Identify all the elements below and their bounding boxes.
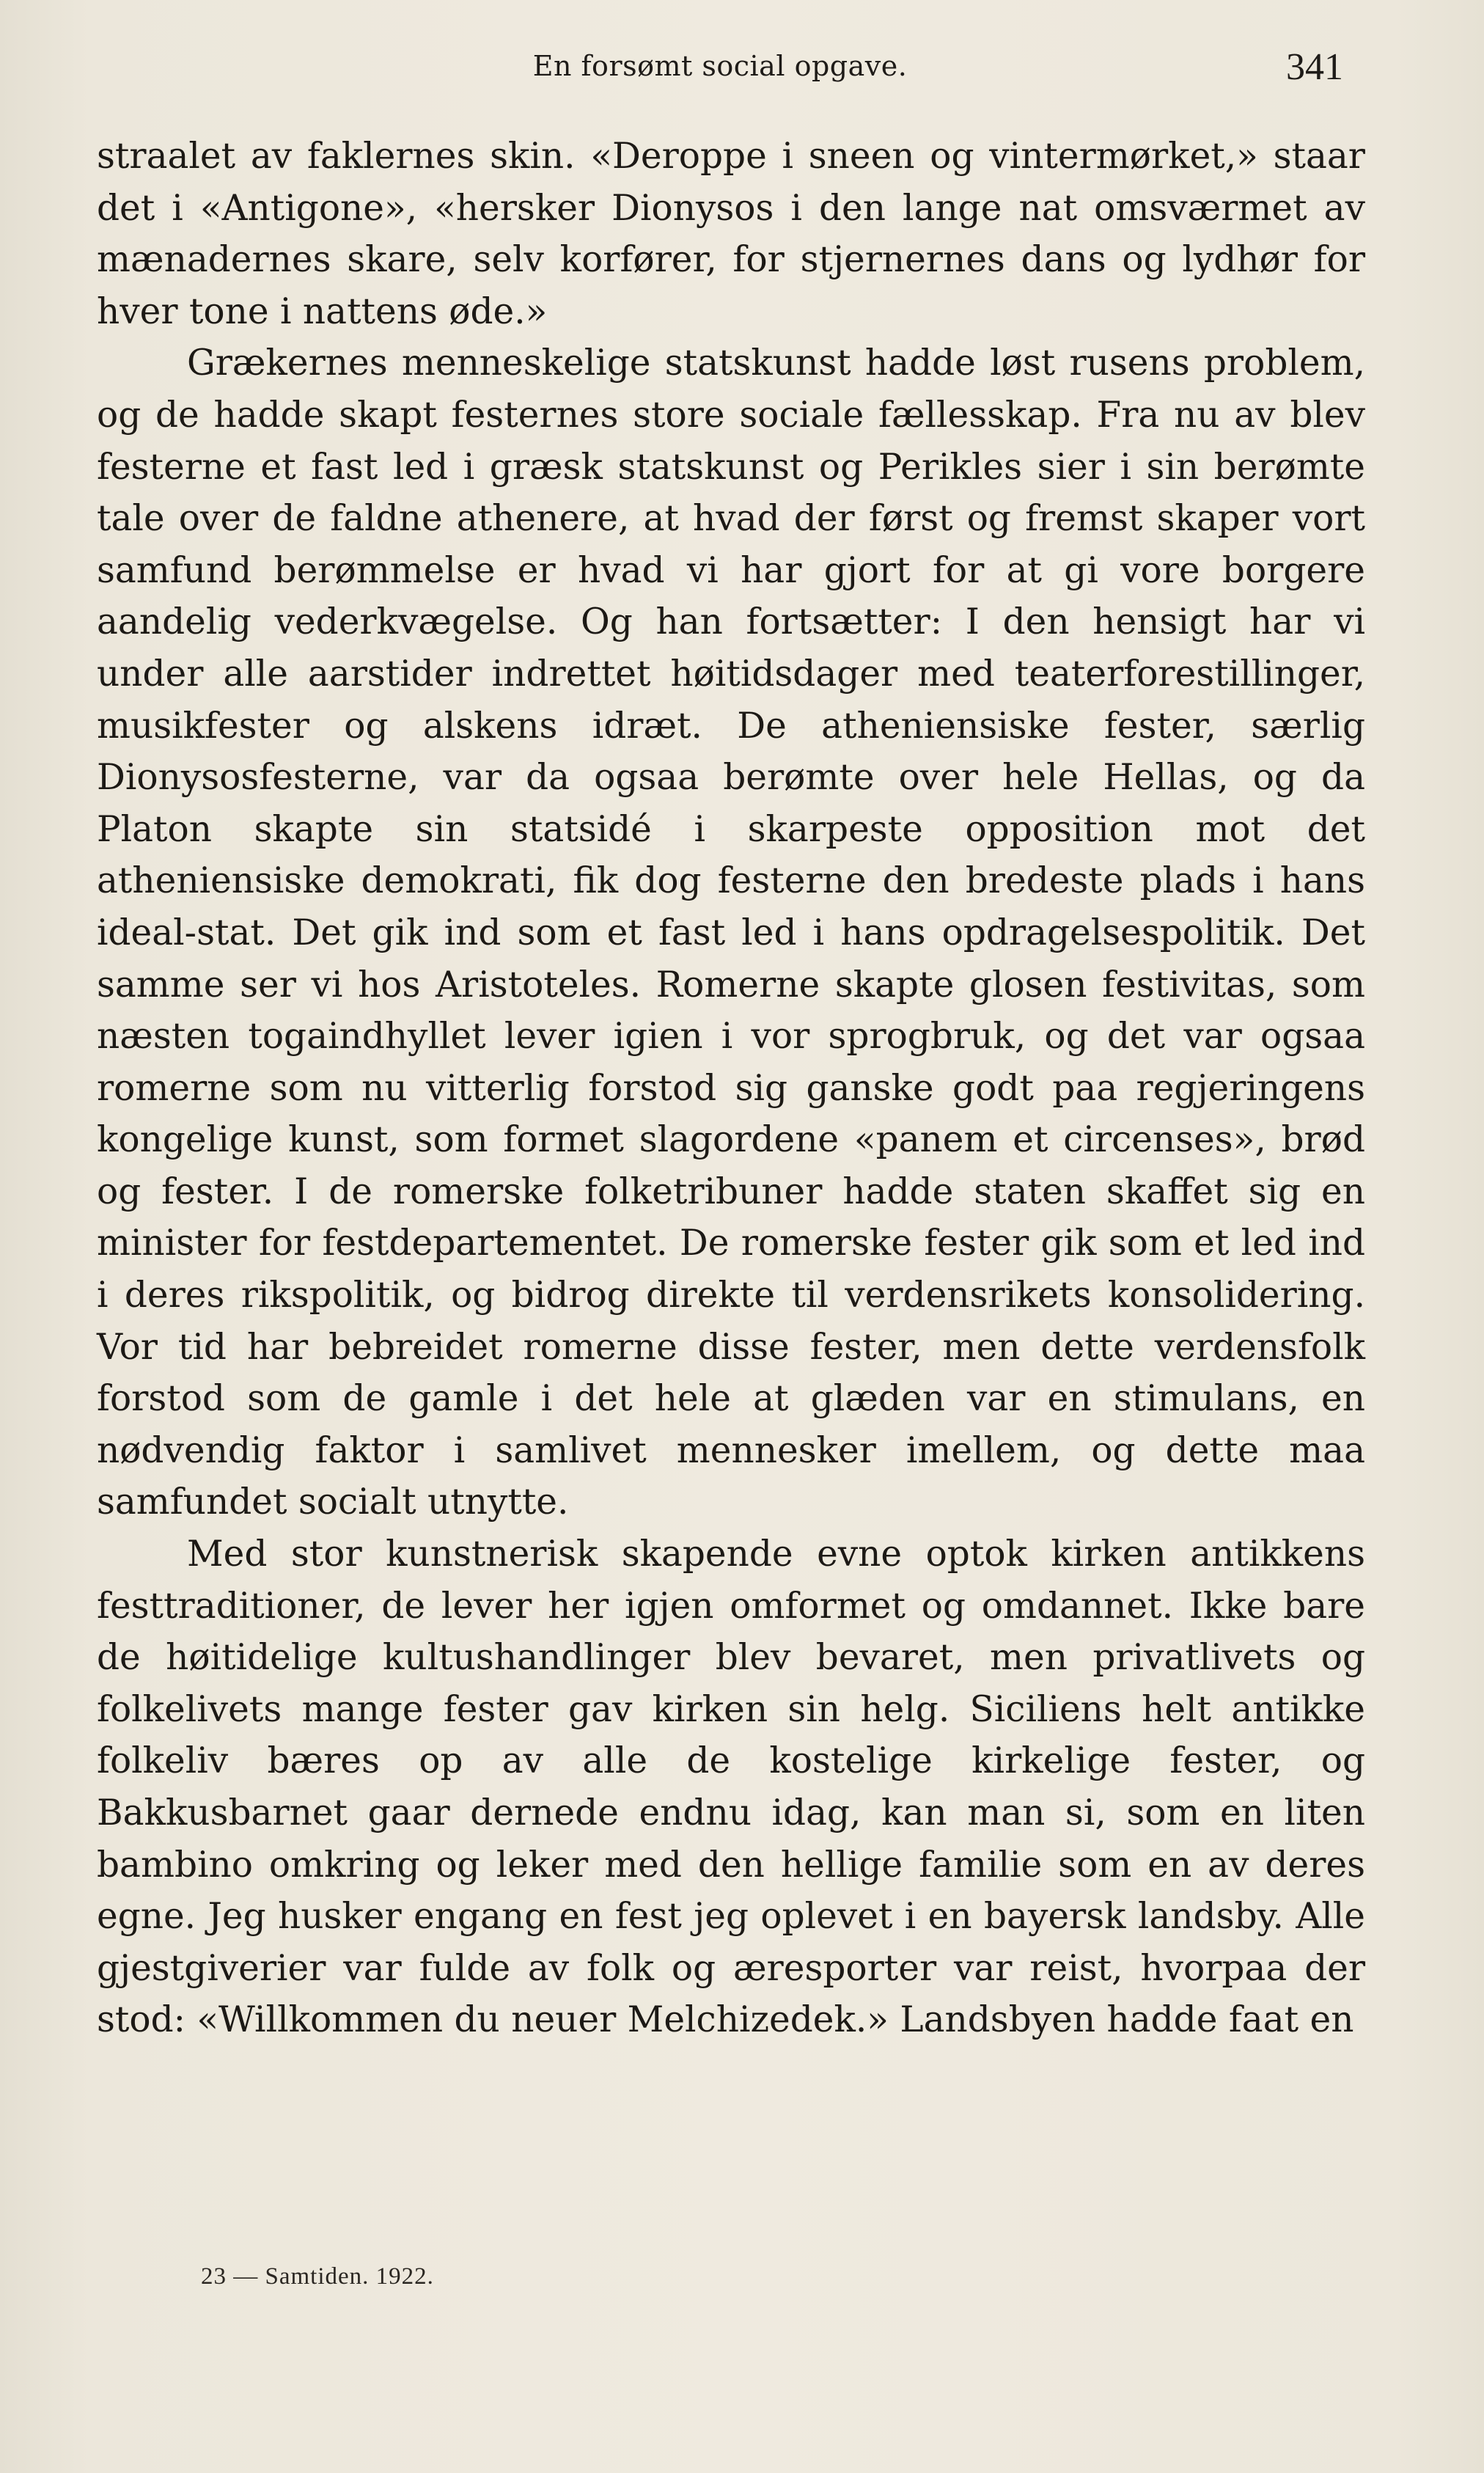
printer-signature: 23 — Samtiden. 1922.: [201, 2263, 434, 2290]
paragraph-continued: straalet av faklernes skin. «Deroppe i sneen og vintermørket,» staar det i «Antigone», «hersker Dionysos i den lange nat omsværmet av mænadernes skare, selv korfører, for stjernernes dans og lydhør for hver tone i nattens øde.»: [97, 136, 1365, 332]
running-title: En forsømt social opgave.: [532, 50, 908, 82]
running-header: [97, 45, 1343, 97]
paragraph-greek-statecraft: Grækernes menneskelige statskunst hadde løst rusens problem, og de hadde skapt festernes store sociale fællesskap. Fra nu av blev festerne et fast led i græsk statskunst og Perikles sier i sin berømte tale over de faldne athenere, at hvad der først og fremst skaper vort samfund berømmelse er hvad vi har gjort for at gi vore borgere aandelig vederkvægelse. Og han fortsætter: I den hensigt har vi under alle aarstider indrettet høitidsdager med teaterforestillinger, musikfester og alskens idræt. De atheniensiske fester, særlig Dionysosfesterne, var da ogsaa berømte over hele Hellas, og da Platon skapte sin statsidé i skarpeste opposition mot det atheniensiske demokrati, fik dog festerne den bredeste plads i hans ideal-stat. Det gik ind som et fast led i hans opdragelsespolitik. Det samme ser vi hos Aristoteles. Romerne skapte glosen festivitas, som næsten togaindhyllet lever igien i vor sprogbruk, og det var ogsaa romerne som nu vitterlig forstod sig ganske godt paa regjeringens kongelige kunst, som formet slagordene «panem et circenses», brød og fester. I de romerske folketribuner hadde staten skaffet sig en minister for festdepartementet. De romerske fester gik som et led ind i deres rikspolitik, og bidrog direkte til verdensrikets konsolidering. Vor tid har bebreidet romerne disse fester, men dette verdensfolk forstod som de gamle i det hele at glæden var en stimulans, en nødvendig faktor i samlivet mennesker imellem, og dette maa samfundet socialt utnytte.: [97, 342, 1365, 1523]
page-number: 341: [1286, 46, 1343, 88]
body-text: [97, 131, 1365, 2046]
paragraph-church-traditions: Med stor kunstnerisk skapende evne optok kirken antikkens festtraditioner, de lever her igjen omformet og omdannet. Ikke bare de høitidelige kultushandlinger blev bevaret, men privatlivets og folkelivets mange fester gav kirken sin helg. Siciliens helt antikke folkeliv bæres op av alle de kostelige kirkelige fester, og Bakkusbarnet gaar dernede endnu idag, kan man si, som en liten bambino omkring og leker med den hellige familie som en av deres egne. Jeg husker engang en fest jeg oplevet i en bayersk landsby. Alle gjestgiverier var fulde av folk og æresporter var reist, hvorpaa der stod: «Willkommen du neuer Melchizedek.» Landsbyen hadde faat en: [97, 1534, 1365, 2041]
